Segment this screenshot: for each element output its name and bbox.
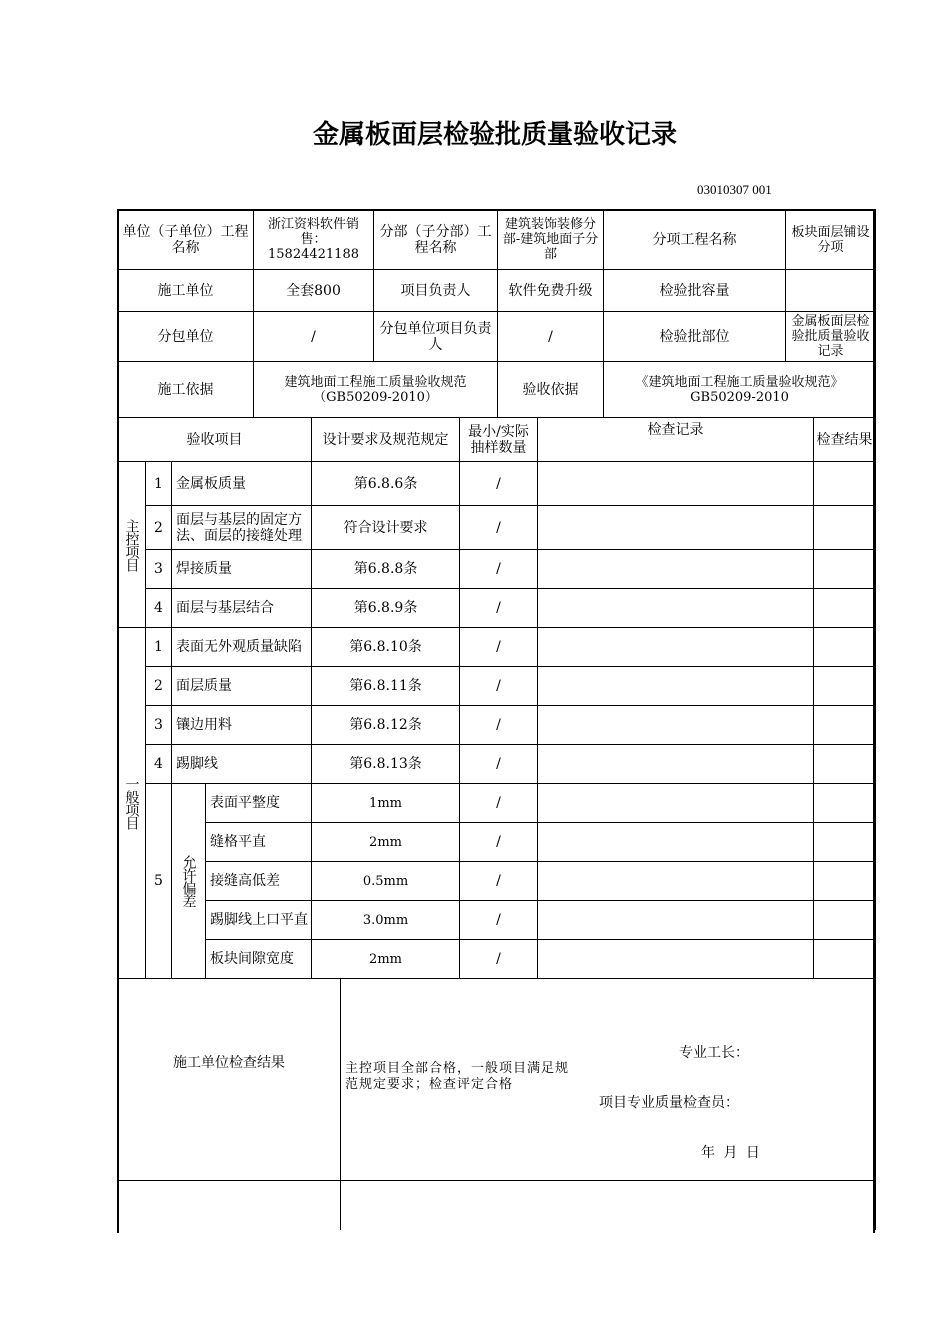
row-req: 1mm: [312, 784, 460, 823]
row-req: 第6.8.11条: [312, 667, 460, 706]
row-no: 3: [146, 550, 172, 589]
col-record: 检查记录: [538, 418, 814, 462]
row-sample: /: [460, 823, 538, 862]
row-name: 表面平整度: [206, 784, 312, 823]
row-no: 5: [146, 784, 172, 979]
row-name: 焊接质量: [172, 550, 312, 589]
row-name: 面层与基层结合: [172, 589, 312, 628]
document-code: 03010307 001: [697, 182, 772, 197]
row-name: 面层质量: [172, 667, 312, 706]
row-name: 表面无外观质量缺陷: [172, 628, 312, 667]
pm-label: 项目负责人: [374, 270, 498, 312]
part-pos-label: 检验批部位: [604, 312, 786, 362]
row-req: 0.5mm: [312, 862, 460, 901]
row-name: 接缝高低差: [206, 862, 312, 901]
row-req: 符合设计要求: [312, 506, 460, 550]
row-sample: /: [460, 745, 538, 784]
col-result: 检查结果: [814, 418, 876, 462]
sub-pm-label: 分包单位项目负责人: [374, 312, 498, 362]
row-name: 板块间隙宽度: [206, 940, 312, 979]
constructor-label: 施工单位: [118, 270, 254, 312]
row-no: 3: [146, 706, 172, 745]
tolerance-label: 允许偏差: [172, 784, 206, 979]
row-req: 第6.8.6条: [312, 462, 460, 506]
row-req: 3.0mm: [312, 901, 460, 940]
row-req: 2mm: [312, 940, 460, 979]
col-req: 设计要求及规范规定: [312, 418, 460, 462]
row-no: 2: [146, 667, 172, 706]
pm-value: 软件免费升级: [498, 270, 604, 312]
row-sample: /: [460, 862, 538, 901]
row-name: 踢脚线: [172, 745, 312, 784]
item-value: 板块面层铺设分项: [786, 210, 876, 270]
accept-basis-value: 《建筑地面工程施工质量验收规范》GB50209-2010: [604, 362, 876, 418]
row-req: 第6.8.9条: [312, 589, 460, 628]
result-text: 主控项目全部合格，一般项目满足规范规定要求；检查评定合格: [345, 1061, 570, 1092]
part-pos-value: 金属板面层检验批质量验收记录: [786, 312, 876, 362]
row-no: 4: [146, 589, 172, 628]
unit-value: 浙江资料软件销售：15824421188: [254, 210, 374, 270]
row-name: 金属板质量: [172, 462, 312, 506]
row-req: 2mm: [312, 823, 460, 862]
unit-label: 单位（子单位）工程名称: [118, 210, 254, 270]
row-sample: /: [460, 462, 538, 506]
col-sample: 最小/实际抽样数量: [460, 418, 538, 462]
row-sample: /: [460, 784, 538, 823]
row-no: 2: [146, 506, 172, 550]
inspector-label: 项目专业质量检查员：: [599, 1095, 739, 1111]
sub-value: /: [254, 312, 374, 362]
main-group-label: 主控项目: [118, 462, 146, 628]
row-name: 镶边用料: [172, 706, 312, 745]
part-value: 建筑装饰装修分部-建筑地面子分部: [498, 210, 604, 270]
constructor-value: 全套800: [254, 270, 374, 312]
row-sample: /: [460, 589, 538, 628]
row-sample: /: [460, 506, 538, 550]
date-label: 年 月 日: [701, 1145, 762, 1161]
page-title: 金属板面层检验批质量验收记录: [312, 120, 677, 150]
row-sample: /: [460, 667, 538, 706]
capacity-label: 检验批容量: [604, 270, 786, 312]
row-name: 面层与基层的固定方法、面层的接缝处理: [172, 506, 312, 550]
item-label: 分项工程名称: [604, 210, 786, 270]
row-sample: /: [460, 706, 538, 745]
general-group-label: 一般项目: [118, 628, 146, 979]
sub-pm-value: /: [498, 312, 604, 362]
row-sample: /: [460, 550, 538, 589]
result-label: 施工单位检查结果: [118, 979, 341, 1181]
foreman-label: 专业工长：: [679, 1045, 749, 1061]
row-req: 第6.8.12条: [312, 706, 460, 745]
row-req: 第6.8.13条: [312, 745, 460, 784]
row-req: 第6.8.8条: [312, 550, 460, 589]
row-sample: /: [460, 628, 538, 667]
sub-label: 分包单位: [118, 312, 254, 362]
basis-label: 施工依据: [118, 362, 254, 418]
row-name: 踢脚线上口平直: [206, 901, 312, 940]
part-label: 分部（子分部）工程名称: [374, 210, 498, 270]
basis-value: 建筑地面工程施工质量验收规范（GB50209-2010）: [254, 362, 498, 418]
table-outer-border: [117, 209, 875, 1233]
col-item: 验收项目: [118, 418, 312, 462]
row-name: 缝格平直: [206, 823, 312, 862]
row-no: 1: [146, 462, 172, 506]
row-no: 1: [146, 628, 172, 667]
row-no: 4: [146, 745, 172, 784]
row-sample: /: [460, 940, 538, 979]
accept-basis-label: 验收依据: [498, 362, 604, 418]
row-req: 第6.8.10条: [312, 628, 460, 667]
row-sample: /: [460, 901, 538, 940]
